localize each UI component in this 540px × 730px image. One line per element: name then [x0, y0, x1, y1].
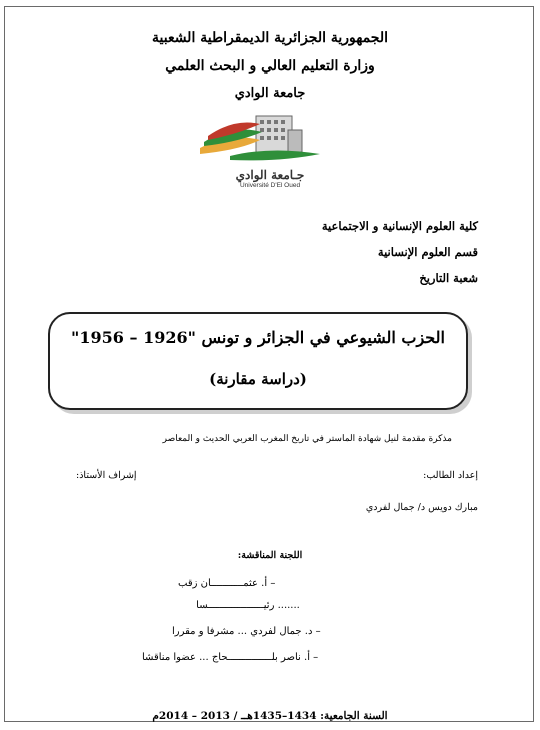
- supervisor-label: إشراف الأستاذ:: [76, 470, 137, 481]
- faculty-label: كلية العلوم الإنسانية و الاجتماعية: [321, 219, 478, 233]
- committee-member-text: د. جمال لفردي ... مشرفا و مقررا: [172, 626, 313, 637]
- committee-dash: –: [313, 652, 319, 663]
- thesis-title: الحزب الشيوعي في الجزائر و تونس "1926 – 1956": [71, 328, 445, 347]
- committee-dash: –: [315, 626, 321, 637]
- student-label: إعداد الطالب:: [423, 470, 478, 481]
- committee-member-examiner: [142, 652, 318, 663]
- committee-member-chair-name: [178, 578, 275, 589]
- university-logo: [190, 110, 350, 190]
- thesis-title-box: [48, 312, 468, 410]
- academic-year: [0, 710, 540, 722]
- committee-heading: اللجنة المناقشة:: [237, 550, 303, 561]
- committee-member-supervisor: [172, 626, 321, 637]
- academic-year-value: 1434–1435هــ / 2013 – 2014م: [152, 710, 317, 722]
- header-university: جامعة الوادي: [234, 86, 306, 101]
- committee-member-chair-role: [94, 600, 402, 611]
- university-logo-graphic: [190, 110, 350, 168]
- memo-note: مذكرة مقدمة لنيل شهادة الماستر في تاريخ المغرب العربي الحديث و المعاصر: [162, 434, 452, 444]
- committee-dash: –: [270, 578, 276, 589]
- thesis-subtitle: (دراسة مقارنة): [209, 370, 307, 388]
- committee-member-text: أ. عثمـــــــــــان زقب: [178, 578, 268, 589]
- academic-year-label: السنة الجامعية:: [320, 710, 388, 722]
- header-ministry: وزارة التعليم العالي و البحث العلمي: [165, 58, 375, 74]
- branch-label: شعبة التاريخ: [419, 271, 478, 285]
- logo-latin-name: Université D'El Oued: [239, 182, 301, 189]
- student-and-supervisor-names: مبارك دويس د/ جمال لفردي: [365, 502, 478, 513]
- committee-member-text: ....... رئيـــــــــــــــــــسا: [196, 600, 300, 611]
- committee-member-text: أ. ناصر بلـــــــــــــــحاج ... عضوا مناقشا: [142, 652, 310, 663]
- logo-arabic-name: جـامعة الوادي: [235, 168, 305, 182]
- header-republic: الجمهورية الجزائرية الديمقراطية الشعبية: [151, 30, 388, 46]
- department-label: قسم العلوم الإنسانية: [377, 245, 478, 259]
